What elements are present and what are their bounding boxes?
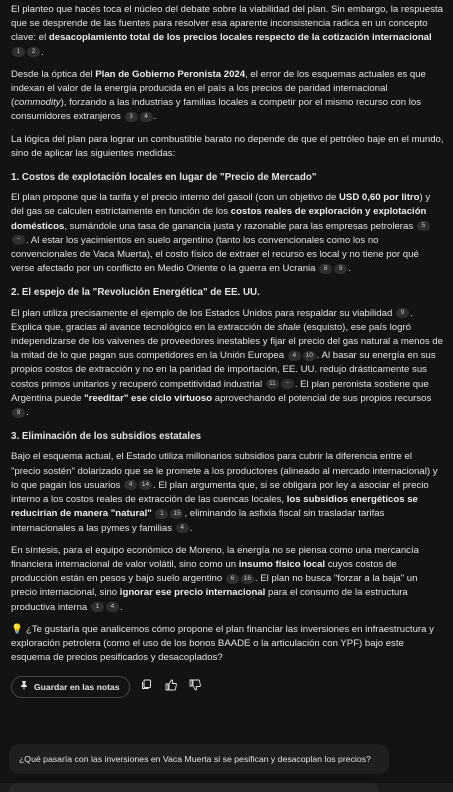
thumbs-down-icon <box>189 679 201 696</box>
summary-paragraph: En síntesis, para el equipo económico de Moreno, la energía no se piensa como una mercancía financiera internacional de valor volátil, sino como un insumo físico local cuyos costos de producción están en pesos y bajo suelo argentino 6 16 . El plan no busca "forzar a la baja" un precio internacional, sino ignorar ese precio internacional para el consumo de la estructura productiva interna 1 4 . <box>11 544 419 613</box>
text: . Al estar los yacimientos en suelo argentino (tanto los convencionales como los no convencionales de Vaca Muerta), el costo físico de extraer el recurso es local y no tiene por qué verse afectado por un conflicto en Medio Oriente o la guerra en Ucrania <box>11 234 419 275</box>
citation-chip[interactable]: − <box>12 235 25 245</box>
text: Desde la óptica del <box>11 68 96 80</box>
citation-chip[interactable]: 1 <box>155 509 168 519</box>
text: El plan utiliza precisamente el ejemplo de los Estados Unidos para respaldar su viabilidad <box>11 307 393 319</box>
bold-text: Plan de Gobierno Peronista 2024 <box>95 68 246 80</box>
citation-chip[interactable]: 3 <box>125 112 138 122</box>
bold-text: insumo físico local <box>238 558 326 570</box>
citation-chip[interactable]: 1 <box>12 47 25 57</box>
thumbs-down-button[interactable] <box>188 680 202 694</box>
citation-chip[interactable]: 4 <box>288 351 301 361</box>
text: ), forzando a las industrias y familias locales a competir por el mismo recurso con los consumidores extranjeros <box>11 97 422 123</box>
citation-chip[interactable]: − <box>281 379 294 389</box>
section-2-body: El plan utiliza precisamente el ejemplo de los Estados Unidos para respaldar su viabilidad 9 . Explica que, gracias al avance tecnológico en la extracción de shale (esquisto), ese país logró independizarse de los vaivenes de proveedores inestables y fijar el precio del gas natural a menos de la mitad de lo que pagan sus competidores en la Unión Europea 4 10 . Al basar su energía en sus propios costos de extracción y no en la paridad de importación, EE. UU. redujo drásticamente sus costos primos unitarios y recuperó competitividad industrial 11 − . El plan peronista sostiene que Argentina puede "reeditar" ese ciclo virtuoso aprovechando el potencial de sus propios recursos 9 . <box>11 307 443 419</box>
text: , sumándole una tasa de ganancia justa y razonable para las empresas petroleras <box>64 220 414 232</box>
save-to-notes-button[interactable] <box>11 676 130 698</box>
citation-chip[interactable]: 15 <box>170 509 183 519</box>
citation-chip[interactable]: 16 <box>241 574 254 584</box>
bold-text: los subsidios energéticos se reducirían de manera "natural" <box>11 494 418 520</box>
text: El plan propone que la tarifa y el precio interno del gasoil (con un objetivo de <box>11 192 339 204</box>
italic-text: shale <box>277 321 301 333</box>
next-suggestion-chip[interactable] <box>9 783 379 792</box>
citation-chip[interactable]: 11 <box>266 379 279 389</box>
pin-icon <box>19 680 29 694</box>
citation-chip[interactable]: 8 <box>319 264 332 274</box>
thumbs-up-button[interactable] <box>164 680 178 694</box>
italic-text: commodity <box>14 97 61 109</box>
text: cuyos costos de producción están en pesos y bajo suelo argentino <box>11 558 397 585</box>
copy-button[interactable] <box>140 680 154 694</box>
text: . Explica que, gracias al avance tecnológico en la extracción de <box>11 307 413 333</box>
citation-chip[interactable]: 9 <box>396 308 409 318</box>
text: . El plan argumenta que, si se obligara por ley a asociar el precio interno a los costos reales de extracción de las cuencas locales, <box>11 479 429 506</box>
citation-chip[interactable]: 6 <box>226 574 239 584</box>
citation-chip[interactable]: 4 <box>124 480 137 490</box>
bold-text: desacoplamiento total de los precios locales respecto de la cotización internacional <box>48 32 432 44</box>
citation-chip[interactable]: 9 <box>334 264 347 274</box>
bold-text: USD 0,60 por litro <box>339 192 420 204</box>
section-1-body: El plan propone que la tarifa y el precio interno del gasoil (con un objetivo de USD 0,60 por litro) y del gas se calculen estrictamente en función de los costos reales de exploración y explotación domésticos, sumándole una tasa de ganancia justa y razonable para las empresas petroleras 5− . Al estar los yacimientos en suelo argentino (tanto los convencionales como los no convencionales de Vaca Muerta), el costo físico de extraer el recurso es local y no tiene por qué verse afectado por un conflicto en Medio Oriente o la guerra en Ucrania 8 9 . <box>11 192 431 275</box>
lightbulb-icon: 💡 <box>11 623 23 635</box>
section-heading-3: 3. Eliminación de los subsidios estatales <box>11 431 202 443</box>
text: . Al basar su energía en sus propios costos de extracción y no en la paridad de importación, EE. UU. redujo drásticamente sus costos primos unitarios y recuperó competitividad industrial <box>11 350 436 390</box>
save-to-notes-label: Guardar en las notas <box>34 682 120 693</box>
citation-chip[interactable]: 10 <box>303 351 316 361</box>
text: , eliminando la asfixia fiscal sin trasladar tarifas internacionales a las pymes y familias <box>11 508 385 534</box>
text: aprovechando el potencial de sus propios recursos <box>212 392 432 404</box>
bold-text: ignorar ese precio internacional <box>119 587 266 599</box>
citation-chip[interactable]: 5 <box>417 221 430 231</box>
text: Bajo el esquema actual, el Estado utiliza millonarios subsidios para cubrir la diferencia entre el "precio sostén" dolarizado que se le promete a los productores (alineado al mercado internacional) y lo que pagan los usuarios <box>11 451 438 491</box>
citation-chip[interactable]: 14 <box>139 480 152 490</box>
bottom-input-strip <box>0 783 453 792</box>
citation-chip[interactable]: 4 <box>106 602 119 612</box>
follow-up-suggestion-chip[interactable] <box>9 744 389 774</box>
thumbs-up-icon <box>165 679 177 696</box>
intro-paragraph: El planteo que hacés toca el núcleo del debate sobre la viabilidad del plan. Sin embargo, la respuesta que se desprende de las fuentes para resolver esa aparente inconsistencia radica en un concepto clave: el desacoplamiento total de los precios locales respecto de la cotización internacional 1 2 . <box>11 4 444 58</box>
text: . El plan no busca "forzar a la baja" un precio internacional, sino <box>11 573 418 599</box>
text: En síntesis, para el equipo económico de Moreno, la energía no se piensa como una mercancía financiera internacional de valor volátil, sino como un <box>11 544 419 570</box>
text: El planteo que hacés toca el núcleo del debate sobre la viabilidad del plan. Sin embargo, la respuesta que se desprende de las fuentes para resolver esa aparente inconsistencia radica en un concepto clave: el <box>11 4 444 44</box>
text: , el error de los esquemas actuales es que indexan el valor de la energía producida en el país a los precios de paridad internacional ( <box>11 68 426 109</box>
text: (esquisto), ese país logró independizarse de los vaivenes de proveedores inestables y fijar el precio del gas natural a menos de la mitad de lo que pagan sus competidores en la Unión Europea <box>11 321 443 362</box>
citation-chip[interactable]: 1 <box>91 602 104 612</box>
suggestion-paragraph <box>11 623 444 666</box>
section-3-body: Bajo el esquema actual, el Estado utiliza millonarios subsidios para cubrir la diferencia entre el "precio sostén" dolarizado que se le promete a los productores (alineado al mercado internacional) y lo que pagan los usuarios 4 14 . El plan argumenta que, si se obligara por ley a asociar el precio interno a los costos reales de extracción de las cuencas locales, los subsidios energéticos se reducirían de manera "natural" 1 15 , eliminando la asfixia fiscal sin trasladar tarifas internacionales a las pymes y familias 4 . <box>11 451 438 534</box>
response-actions <box>11 677 444 697</box>
follow-up-text: ¿Qué pasaría con las inversiones en Vaca Muerta si se pesifican y desacoplan los precios? <box>19 753 371 764</box>
section-heading-1: 1. Costos de explotación locales en lugar de "Precio de Mercado" <box>11 172 317 184</box>
bold-text: costos reales de exploración y explotación domésticos <box>11 206 427 232</box>
suggestion-text: ¿Te gustaría que analicemos cómo propone el plan financiar las inversiones en infraestructura y exploración petrolera (como el uso de los bonos BAADE o la articulación con YPF) bajo este esquema de precios pesificados y desacoplados? <box>11 623 434 664</box>
text: . El plan peronista sostiene que Argentina puede <box>11 378 429 404</box>
text: ) y del gas se calculen estrictamente en función de los <box>11 192 431 218</box>
citation-chip[interactable]: 4 <box>176 523 189 533</box>
citation-chip[interactable]: 9 <box>12 408 25 418</box>
citation-chip[interactable]: 4 <box>140 112 153 122</box>
paragraph-logic: La lógica del plan para lograr un combustible barato no depende de que el petróleo baje en el mundo, sino de aplicar las siguientes medidas: <box>11 133 444 159</box>
citation-chip[interactable]: 2 <box>27 47 40 57</box>
paragraph-plan: Desde la óptica del Plan de Gobierno Peronista 2024, el error de los esquemas actuales es que indexan el valor de la energía producida en el país a los precios de paridad internacional (commodity), forzando a las industrias y familias locales a competir por el mismo recurso con los consumidores extranjeros 3 4 . <box>11 68 426 123</box>
bold-text: "reeditar" ese ciclo virtuoso <box>84 392 213 404</box>
text: para el consumo de la estructura productiva interna <box>11 587 408 613</box>
copy-icon <box>141 679 152 695</box>
section-heading-2: 2. El espejo de la "Revolución Energética" de EE. UU. <box>11 287 260 299</box>
